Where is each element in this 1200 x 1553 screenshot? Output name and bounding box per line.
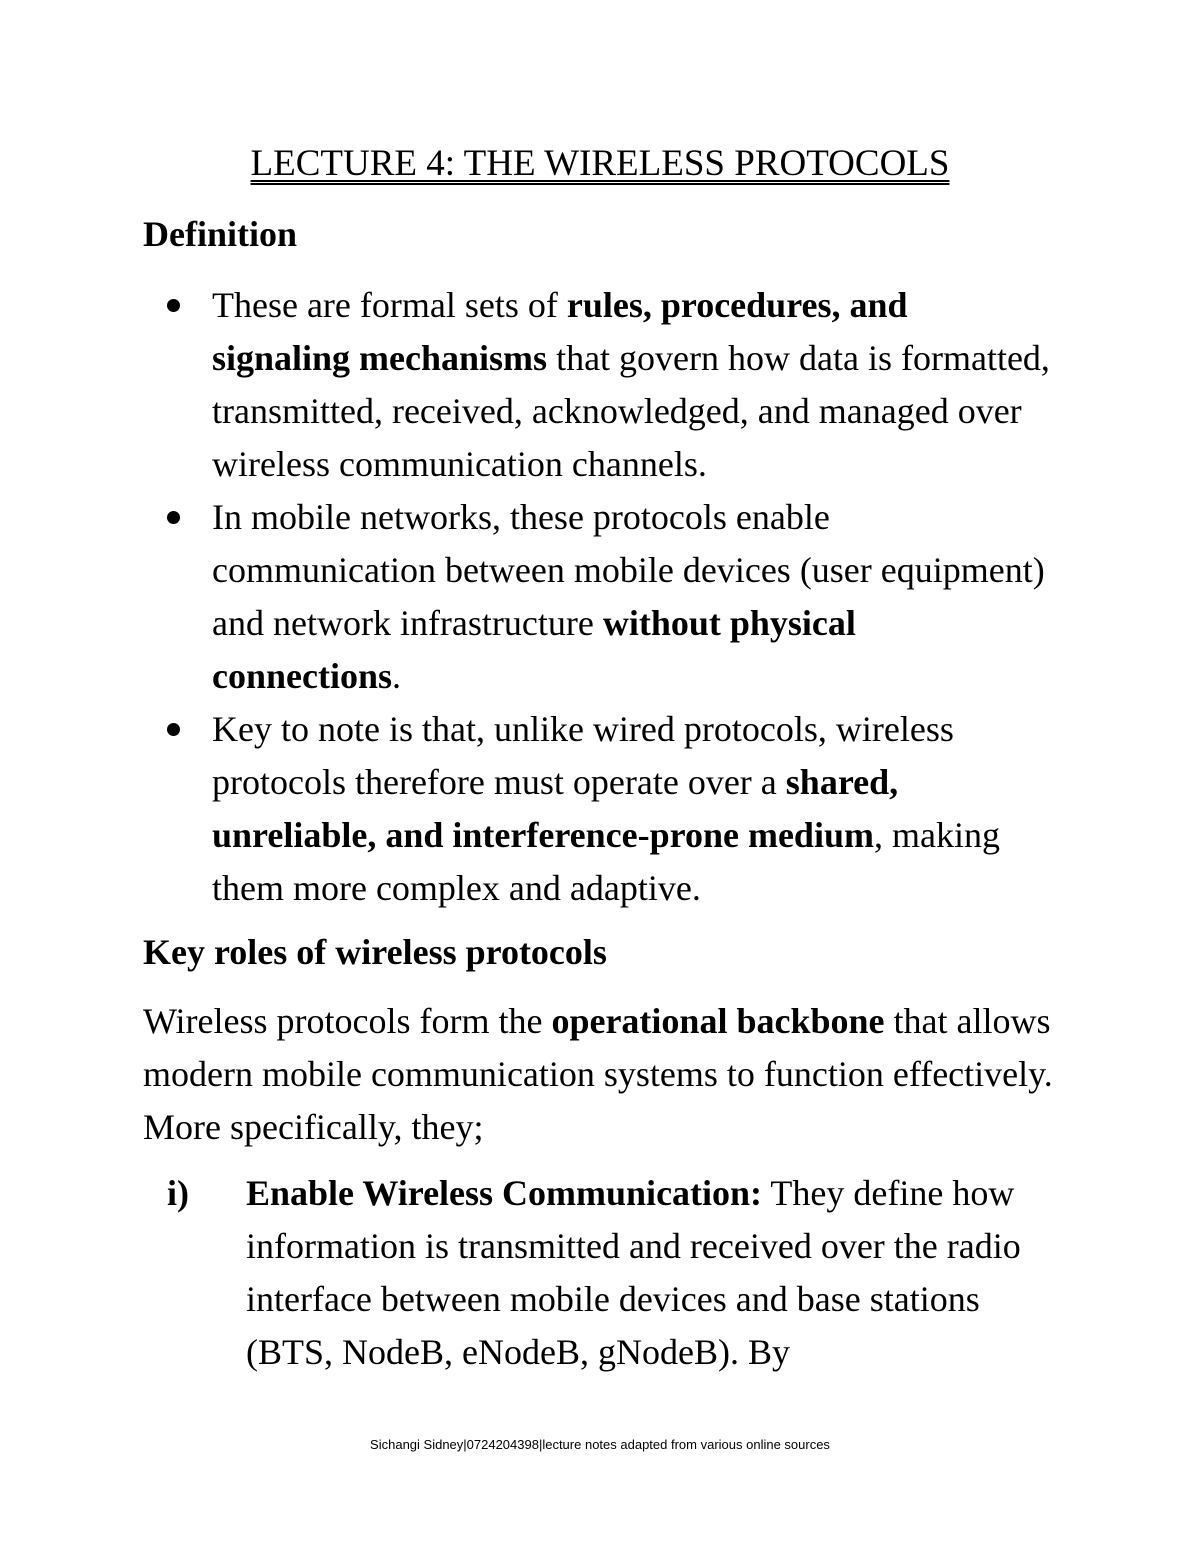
bullet-text: . [392, 656, 401, 696]
intro-text: Wireless protocols form the [143, 1001, 552, 1041]
bullet-text: These are formal sets of [212, 285, 567, 325]
bullet-dot-icon [167, 299, 180, 312]
bullet-dot-icon [167, 511, 180, 524]
roles-item-bold-text: Enable Wireless Communication: [246, 1173, 763, 1213]
definition-bullet [0, 703, 1200, 915]
bullet-text: that govern how data is formatted, transmitted, received, acknowledged, and managed over wireless communication channels. [212, 338, 1050, 484]
bullet-text: , making them more complex and adaptive. [212, 815, 1000, 908]
bullet-bold-text: shared, unreliable, and interference-prone medium [212, 762, 899, 855]
bullet-text: In mobile networks, these protocols enable communication between mobile devices (user equipment) and network infrastructure [212, 497, 1045, 643]
definition-bullet [0, 279, 1200, 491]
definition-heading: Definition [143, 214, 298, 254]
bullet-bold-text: rules, procedures, and signaling mechanisms [212, 285, 908, 378]
roles-item-text [246, 1167, 1066, 1379]
page-title: LECTURE 4: THE WIRELESS PROTOCOLS [250, 143, 950, 184]
definition-bullet-list [0, 279, 1200, 915]
bullet-bold-text: without physical connections [212, 603, 856, 696]
roles-item-marker: i) [167, 1173, 189, 1213]
bullet-text: Key to note is that, unlike wired protocols, wireless protocols therefore must operate over a [212, 709, 954, 802]
key-roles-heading: Key roles of wireless protocols [143, 932, 607, 972]
bullet-dot-icon [167, 723, 180, 736]
intro-bold-text: operational backbone [551, 1001, 885, 1041]
roles-item-body: They define how information is transmitted and received over the radio interface between mobile devices and base stations (BTS, NodeB, eNodeB, gNodeB). By [246, 1173, 1021, 1372]
key-roles-item [0, 1167, 1200, 1379]
page-footer: Sichangi Sidney|0724204398|lecture notes adapted from various online sources [370, 1437, 830, 1452]
key-roles-intro [143, 995, 1063, 1154]
intro-text: that allows modern mobile communication systems to function effectively. More specifically, they; [143, 1001, 1053, 1147]
definition-bullet [0, 491, 1200, 703]
